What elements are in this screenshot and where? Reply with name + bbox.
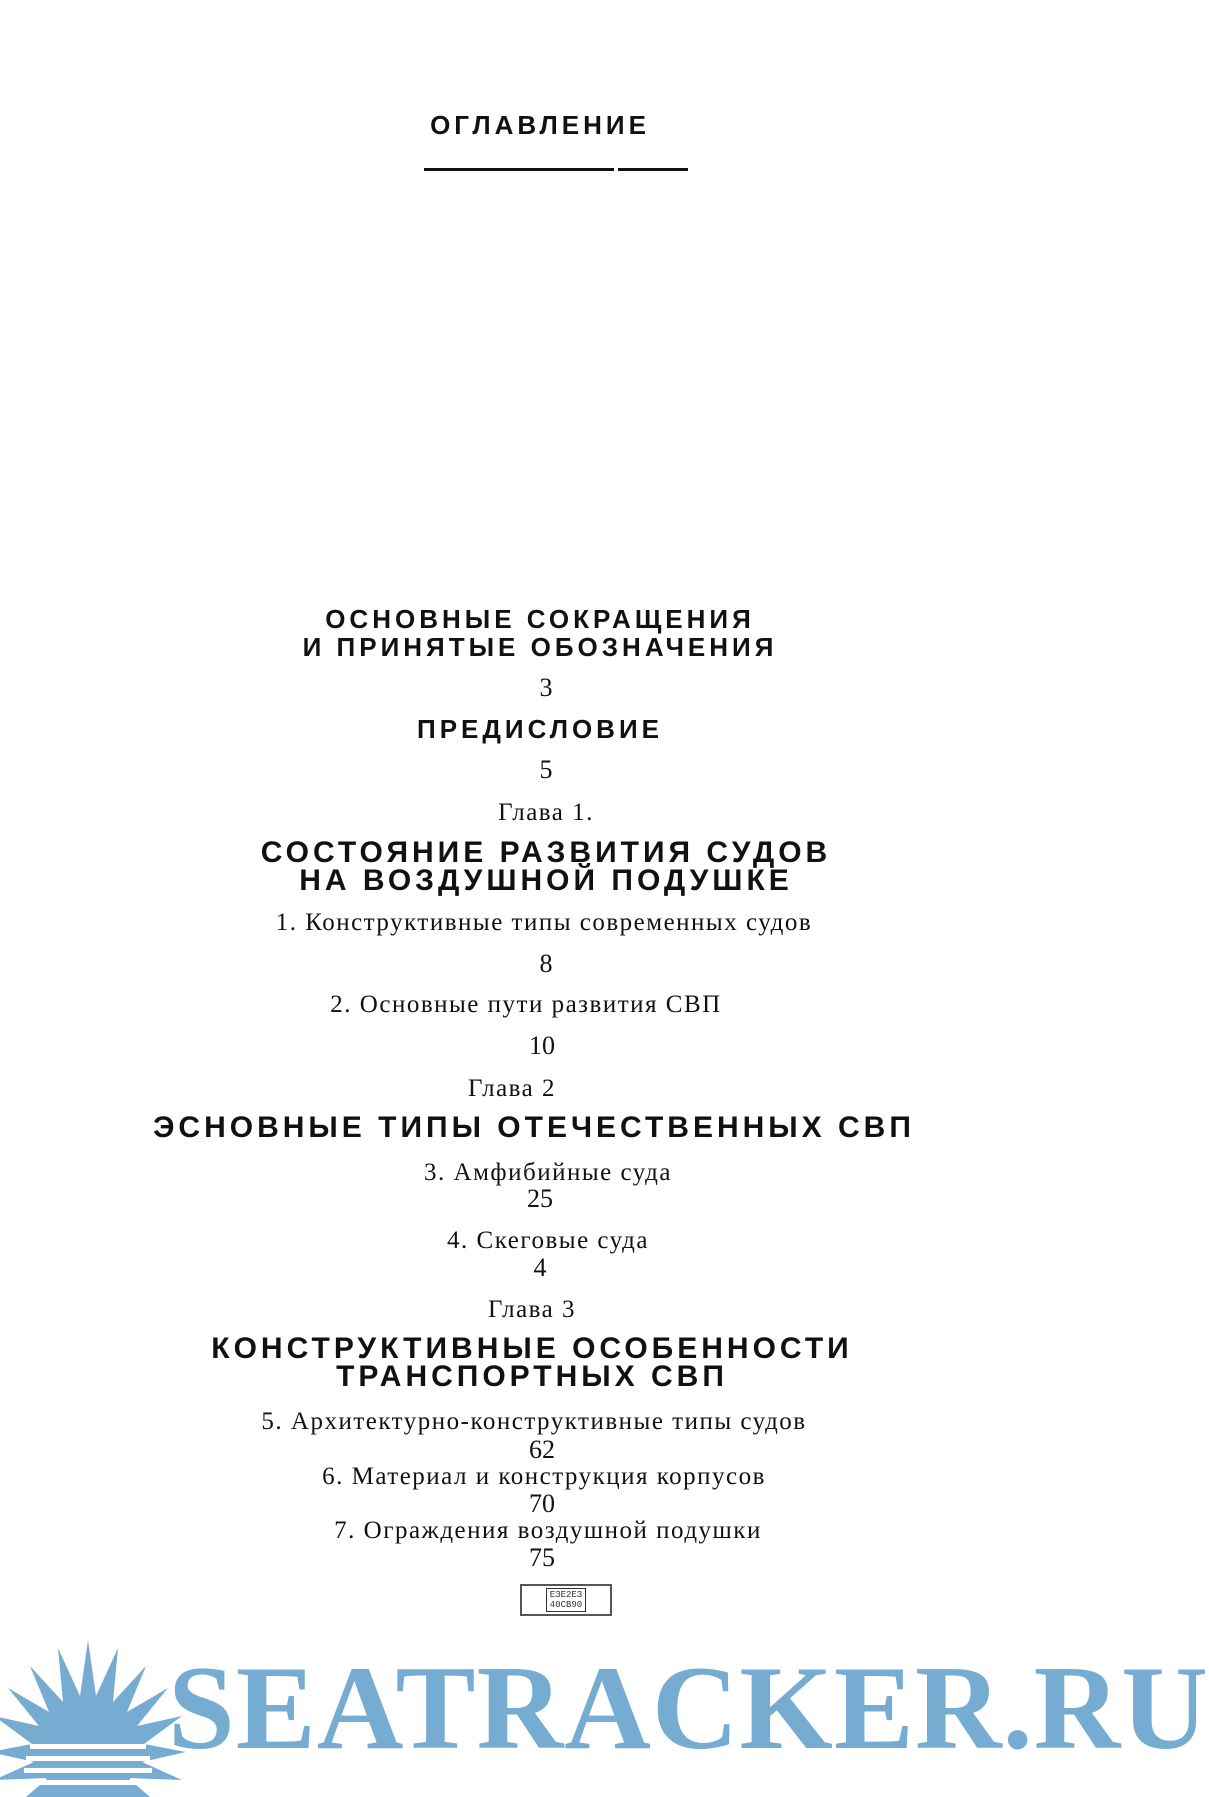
stamp-line2: 40СВ90 <box>549 1600 583 1610</box>
chapter3-label: Глава 3 <box>488 1296 576 1323</box>
toc-item-2: 2. Основные пути развития СВП <box>330 991 722 1018</box>
preface-page-number: 5 <box>539 755 553 784</box>
toc-item-2-page: 10 <box>529 1031 555 1060</box>
stamp-line1: ЕЗЕ2ЕЗ <box>549 1590 583 1600</box>
chapter3-title-line1: КОНСТРУКТИВНЫЕ ОСОБЕННОСТИ <box>211 1332 853 1365</box>
abbrev-heading-line2: И ПРИНЯТЫЕ ОБОЗНАЧЕНИЯ <box>302 632 778 662</box>
chapter2-title: ЭСНОВНЫЕ ТИПЫ ОТЕЧЕСТВЕННЫХ СВП <box>153 1111 915 1144</box>
chapter1-title-line2: НА ВОЗДУШНОЙ ПОДУШКЕ <box>299 864 793 897</box>
toc-item-5: 5. Архитектурно-конструктивные типы судов <box>261 1408 807 1435</box>
chapter3-title-line2: ТРАНСПОРТНЫХ СВП <box>336 1360 728 1393</box>
toc-item-3-page: 25 <box>527 1184 553 1213</box>
toc-item-1-page: 8 <box>539 949 553 978</box>
preface-heading: ПРЕДИСЛОВИЕ <box>417 714 663 744</box>
chapter1-label: Глава 1. <box>498 799 594 826</box>
title-underline-left <box>424 168 614 171</box>
toc-item-6-page: 70 <box>529 1489 555 1518</box>
page-title: ОГЛАВЛЕНИЕ <box>430 110 650 140</box>
chapter1-title-line1: СОСТОЯНИЕ РАЗВИТИЯ СУДОВ <box>260 836 832 869</box>
abbrev-page-number: 3 <box>539 673 553 702</box>
chapter2-label: Глава 2 <box>468 1075 556 1102</box>
toc-item-7-page: 75 <box>529 1543 555 1572</box>
toc-item-7: 7. Ограждения воздушной подушки <box>334 1517 762 1544</box>
sun-icon <box>0 1640 186 1797</box>
title-underline-right <box>618 168 688 171</box>
toc-item-6: 6. Материал и конструкция корпусов <box>322 1463 766 1490</box>
toc-item-5-page: 62 <box>529 1435 555 1464</box>
toc-item-3: 3. Амфибийные суда <box>424 1159 672 1186</box>
toc-item-4-page: 4 <box>533 1253 547 1282</box>
toc-item-4: 4. Скеговые суда <box>447 1227 649 1254</box>
toc-item-1: 1. Конструктивные типы современных судов <box>275 909 813 936</box>
print-stamp <box>520 1584 612 1616</box>
watermark-text: SEATRACKER.RU <box>168 1641 1209 1774</box>
abbrev-heading-line1: ОСНОВНЫЕ СОКРАЩЕНИЯ <box>325 604 755 634</box>
